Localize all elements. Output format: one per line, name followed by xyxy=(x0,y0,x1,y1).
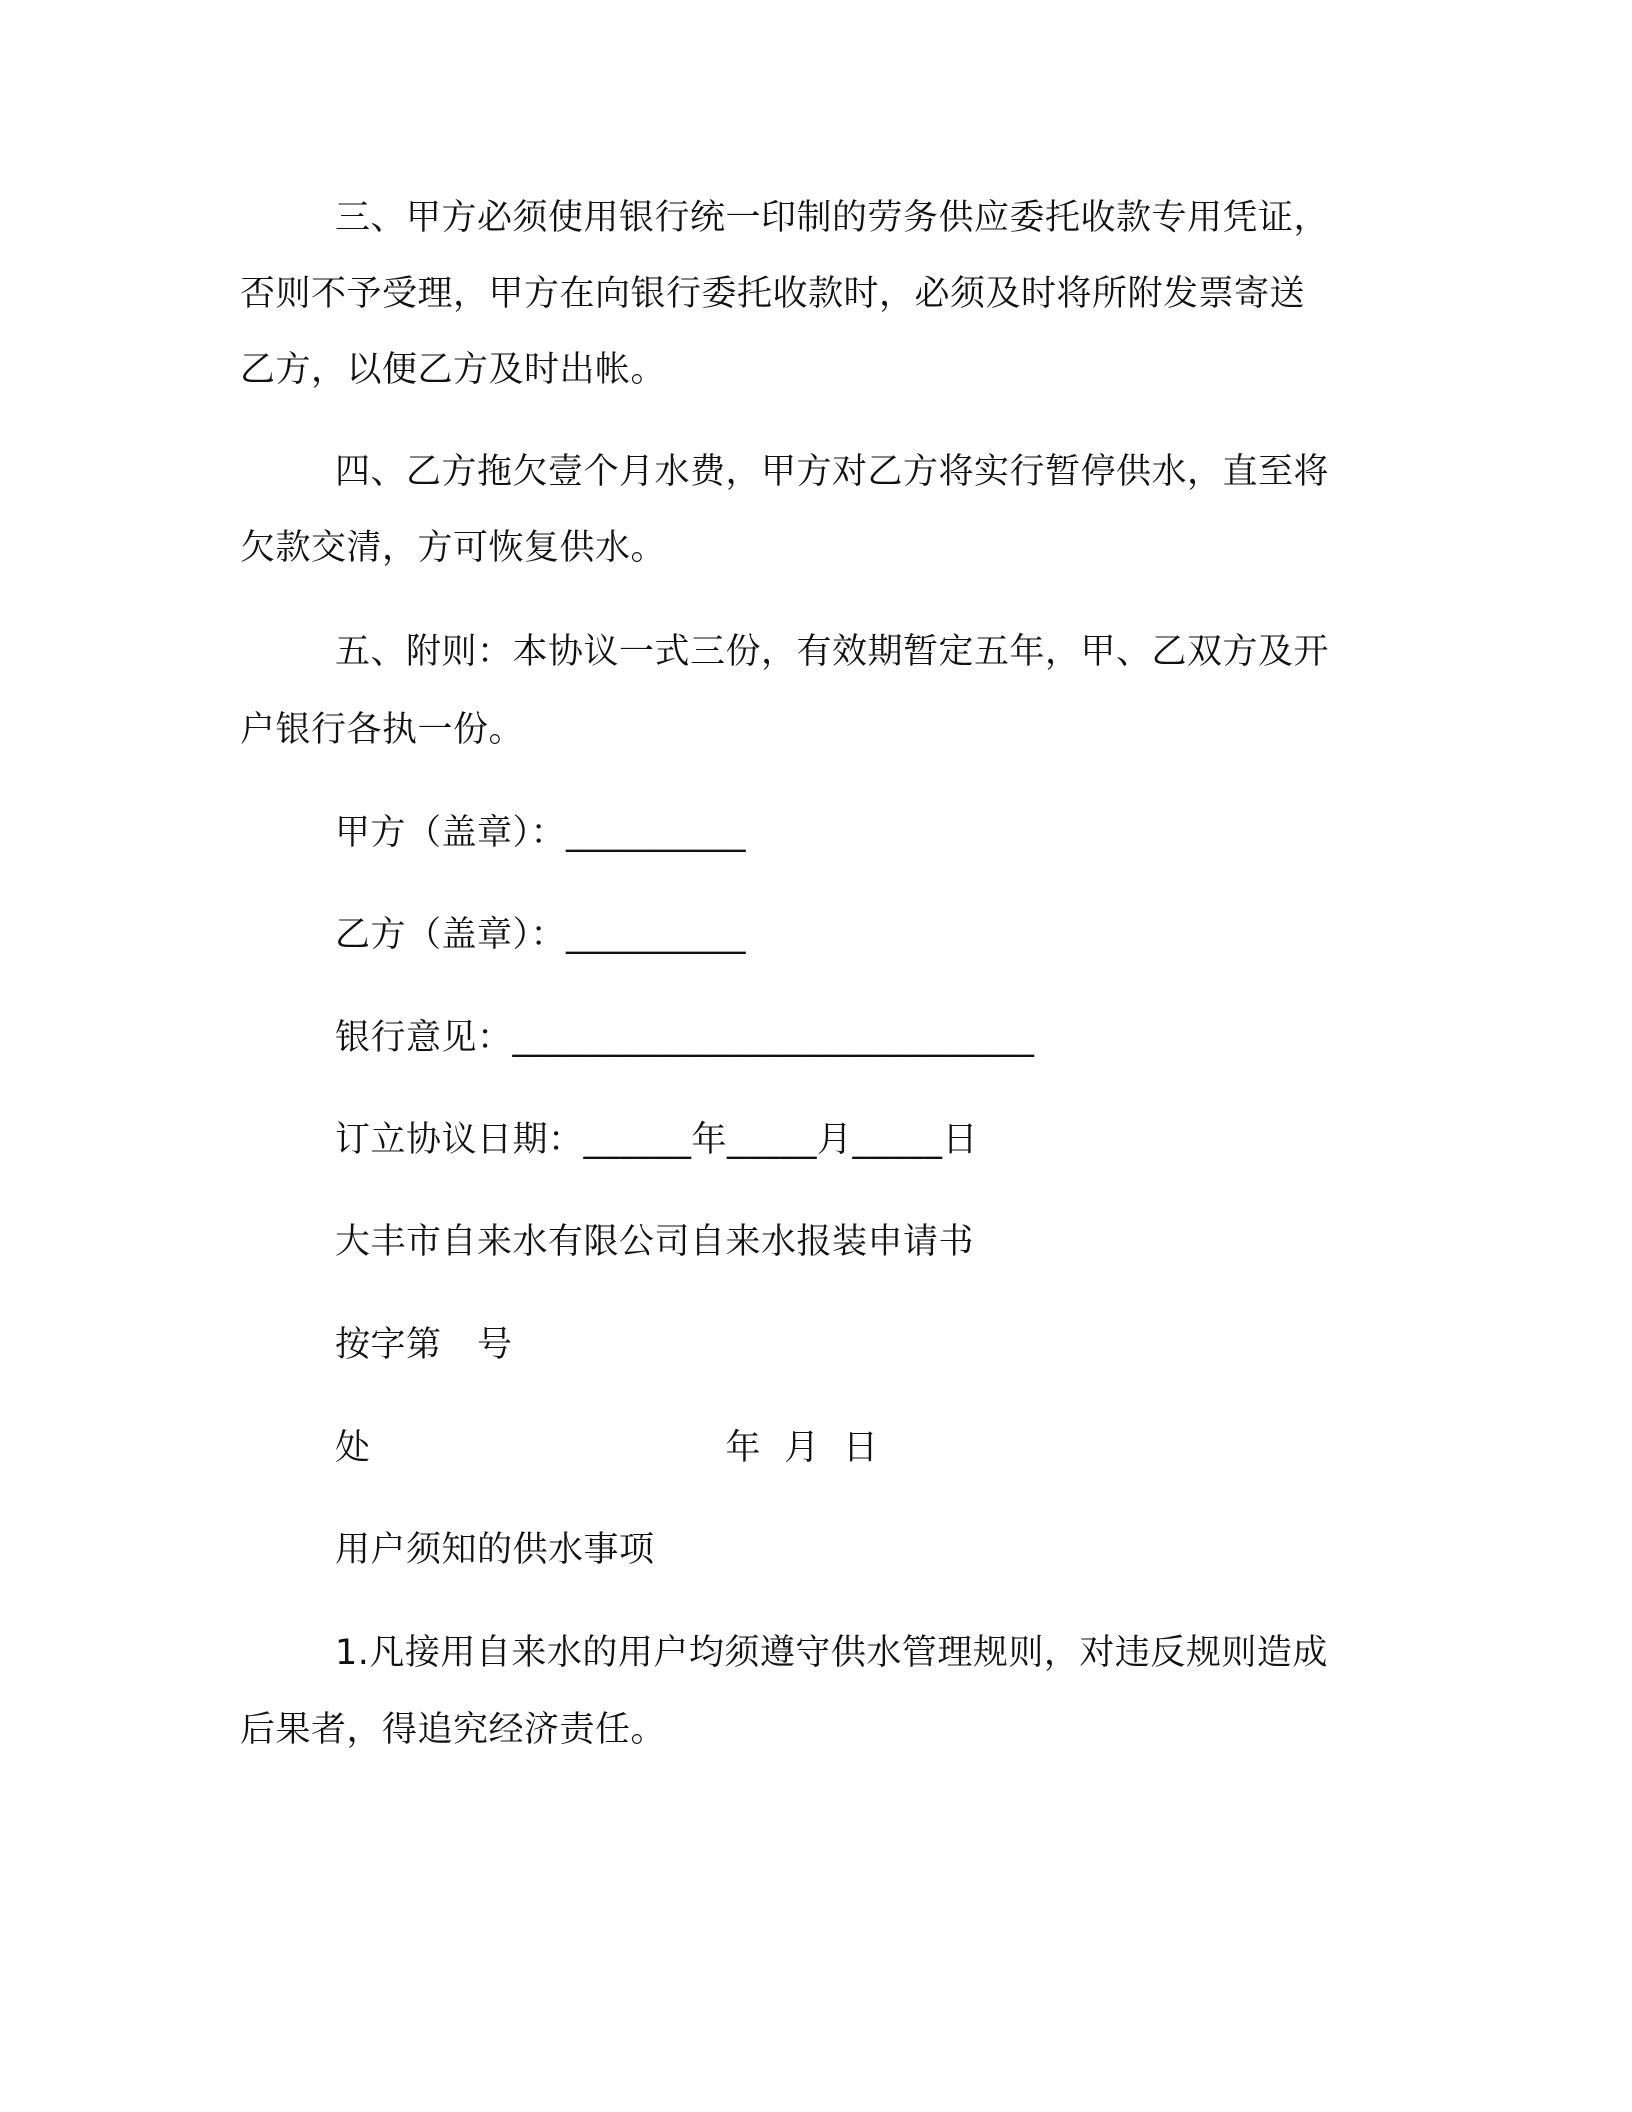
notice-heading: 用户须知的供水事项 xyxy=(335,1530,655,1570)
clause-3-line-2: 否则不予受理，甲方在向银行委托收款时，必须及时将所附发票寄送 xyxy=(240,274,1306,314)
party-a-seal-line: 甲方（盖章）：__________ xyxy=(335,813,747,853)
clause-3-line-1: 三、甲方必须使用银行统一印制的劳务供应委托收款专用凭证， xyxy=(335,198,1330,238)
party-b-seal-line: 乙方（盖章）：__________ xyxy=(335,915,747,955)
clause-5-line-2: 户银行各执一份。 xyxy=(240,710,525,750)
clause-3-line-3: 乙方，以便乙方及时出帐。 xyxy=(240,350,667,390)
office-date-line: 处 年 月 日 xyxy=(335,1428,879,1468)
clause-5-line-1: 五、附则：本协议一式三份，有效期暂定五年，甲、乙双方及开 xyxy=(335,632,1330,672)
clause-4-line-1: 四、乙方拖欠壹个月水费，甲方对乙方将实行暂停供水，直至将 xyxy=(335,452,1330,492)
notice-item-1-line-1: 1.凡接用自来水的用户均须遵守供水管理规则，对违反规则造成 xyxy=(335,1633,1328,1673)
bank-opinion-line: 银行意见：_____________________________ xyxy=(335,1018,1035,1058)
document-number-line: 按字第 号 xyxy=(335,1325,513,1365)
notice-item-1-line-2: 后果者，得追究经济责任。 xyxy=(240,1710,667,1750)
application-title: 大丰市自来水有限公司自来水报装申请书 xyxy=(335,1222,975,1262)
clause-4-line-2: 欠款交清，方可恢复供水。 xyxy=(240,528,667,568)
agreement-date-line: 订立协议日期：______年_____月_____日 xyxy=(335,1120,979,1160)
